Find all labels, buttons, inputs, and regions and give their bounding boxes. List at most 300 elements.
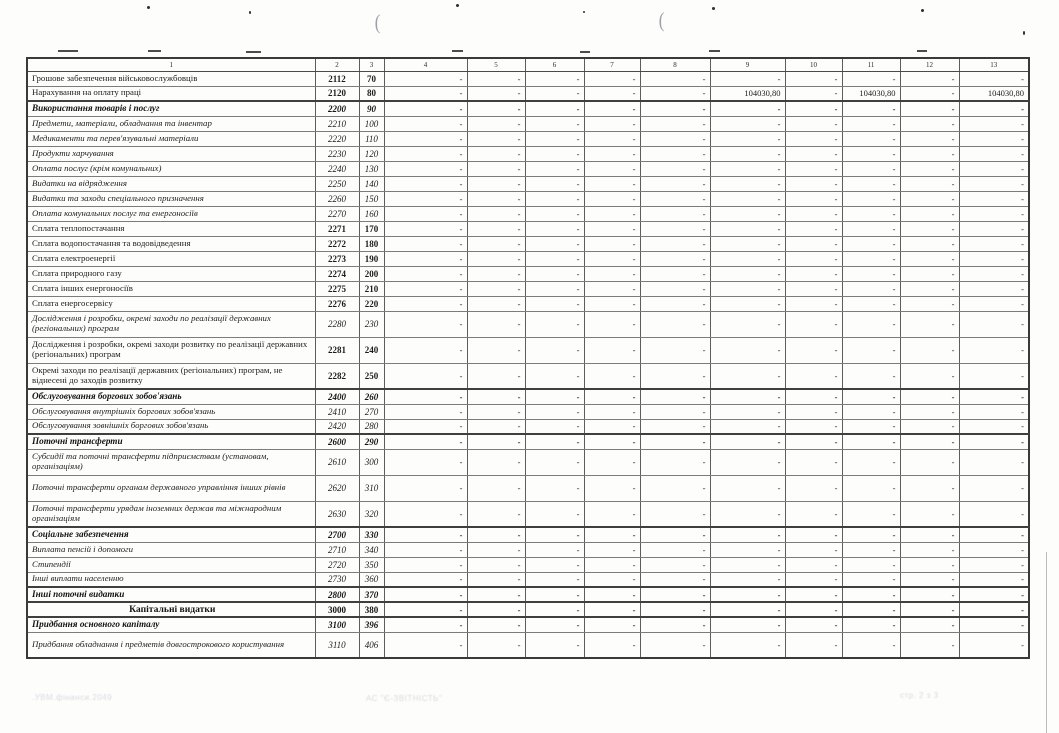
value-cell-col8: - (640, 101, 710, 116)
value-cell-col12: - (900, 311, 959, 337)
value-cell-col8: - (640, 176, 710, 191)
value-cell-col7: - (584, 632, 640, 658)
value-cell-col10: - (785, 587, 842, 602)
value-cell-col7: - (584, 101, 640, 116)
value-cell-col5: - (467, 572, 525, 587)
expense-name-cell: Виплата пенсій і допомоги (27, 542, 315, 557)
kekv-code-cell: 3100 (315, 617, 359, 632)
value-cell-col4: - (384, 632, 467, 658)
scan-speck (921, 9, 924, 12)
value-cell-col11: - (842, 311, 900, 337)
value-cell-col4: - (384, 363, 467, 389)
column-number-cell: 3 (359, 58, 384, 71)
value-cell-col8: - (640, 266, 710, 281)
value-cell-col10: - (785, 389, 842, 404)
value-cell-col5: - (467, 131, 525, 146)
value-cell-col4: - (384, 71, 467, 86)
line-number-cell: 380 (359, 602, 384, 617)
value-cell-col5: - (467, 266, 525, 281)
value-cell-col9: 104030,80 (710, 86, 785, 101)
table-row-2700 (27, 527, 1029, 542)
value-cell-col9: - (710, 419, 785, 434)
scan-artifact-tick (452, 50, 463, 52)
value-cell-col6: - (525, 281, 584, 296)
value-cell-col11: - (842, 542, 900, 557)
value-cell-col11: - (842, 449, 900, 475)
value-cell-col4: - (384, 221, 467, 236)
value-cell-col7: - (584, 206, 640, 221)
value-cell-col13: - (959, 501, 1029, 527)
value-cell-col10: - (785, 449, 842, 475)
value-cell-col7: - (584, 434, 640, 449)
line-number-cell: 100 (359, 116, 384, 131)
value-cell-col8: - (640, 86, 710, 101)
value-cell-col4: - (384, 527, 467, 542)
value-cell-col7: - (584, 572, 640, 587)
scan-speck (583, 11, 585, 13)
value-cell-col7: - (584, 501, 640, 527)
scan-artifact-paren: ( (658, 8, 665, 32)
value-cell-col11: - (842, 161, 900, 176)
value-cell-col11: - (842, 587, 900, 602)
kekv-code-cell: 2700 (315, 527, 359, 542)
value-cell-col11: - (842, 602, 900, 617)
expense-name-cell: Придбання основного капіталу (27, 617, 315, 632)
value-cell-col5: - (467, 311, 525, 337)
value-cell-col9: - (710, 176, 785, 191)
table-row-2420 (27, 419, 1029, 434)
value-cell-col7: - (584, 296, 640, 311)
value-cell-col11: - (842, 501, 900, 527)
value-cell-col4: - (384, 206, 467, 221)
value-cell-col13: - (959, 475, 1029, 501)
value-cell-col8: - (640, 251, 710, 266)
value-cell-col10: - (785, 337, 842, 363)
expense-name-cell: Інші поточні видатки (27, 587, 315, 602)
value-cell-col7: - (584, 527, 640, 542)
value-cell-col11: - (842, 191, 900, 206)
expense-name-cell: Поточні трансферти (27, 434, 315, 449)
line-number-cell: 200 (359, 266, 384, 281)
value-cell-col11: - (842, 572, 900, 587)
value-cell-col4: - (384, 449, 467, 475)
value-cell-col9: - (710, 602, 785, 617)
value-cell-col4: - (384, 572, 467, 587)
value-cell-col6: - (525, 419, 584, 434)
value-cell-col13: 104030,80 (959, 86, 1029, 101)
value-cell-col7: - (584, 236, 640, 251)
value-cell-col9: - (710, 475, 785, 501)
value-cell-col4: - (384, 131, 467, 146)
expense-name-cell: Видатки на відрядження (27, 176, 315, 191)
value-cell-col5: - (467, 542, 525, 557)
value-cell-col10: - (785, 221, 842, 236)
value-cell-col8: - (640, 419, 710, 434)
value-cell-col10: - (785, 404, 842, 419)
value-cell-col11: - (842, 296, 900, 311)
line-number-cell: 310 (359, 475, 384, 501)
value-cell-col13: - (959, 251, 1029, 266)
value-cell-col11: - (842, 236, 900, 251)
expense-name-cell: Оплата комунальних послуг та енергоносіїв (27, 206, 315, 221)
value-cell-col8: - (640, 296, 710, 311)
expense-name-cell: Нарахування на оплату праці (27, 86, 315, 101)
value-cell-col6: - (525, 542, 584, 557)
value-cell-col6: - (525, 251, 584, 266)
value-cell-col12: - (900, 389, 959, 404)
value-cell-col9: - (710, 542, 785, 557)
value-cell-col5: - (467, 419, 525, 434)
value-cell-col7: - (584, 176, 640, 191)
table-row-2800 (27, 587, 1029, 602)
value-cell-col8: - (640, 501, 710, 527)
value-cell-col12: - (900, 617, 959, 632)
value-cell-col13: - (959, 161, 1029, 176)
table-row-2275 (27, 281, 1029, 296)
value-cell-col4: - (384, 146, 467, 161)
table-row-2271 (27, 221, 1029, 236)
expense-name-cell: Дослідження і розробки, окремі заходи по реалізації державних (регіональних) програм (27, 311, 315, 337)
value-cell-col12: - (900, 191, 959, 206)
value-cell-col7: - (584, 221, 640, 236)
scan-artifact-tick (709, 50, 720, 52)
kekv-code-cell: 2276 (315, 296, 359, 311)
table-row-3100 (27, 617, 1029, 632)
table-row-3000 (27, 602, 1029, 617)
scan-speck (1023, 31, 1025, 35)
value-cell-col13: - (959, 266, 1029, 281)
value-cell-col11: - (842, 176, 900, 191)
value-cell-col10: - (785, 542, 842, 557)
value-cell-col10: - (785, 161, 842, 176)
value-cell-col9: - (710, 146, 785, 161)
value-cell-col10: - (785, 617, 842, 632)
kekv-code-cell: 2400 (315, 389, 359, 404)
value-cell-col8: - (640, 146, 710, 161)
value-cell-col7: - (584, 86, 640, 101)
table-row-2220 (27, 131, 1029, 146)
kekv-code-cell: 2272 (315, 236, 359, 251)
value-cell-col13: - (959, 449, 1029, 475)
column-number-cell: 13 (959, 58, 1029, 71)
value-cell-col11: - (842, 131, 900, 146)
value-cell-col8: - (640, 389, 710, 404)
value-cell-col4: - (384, 236, 467, 251)
kekv-code-cell: 2200 (315, 101, 359, 116)
value-cell-col10: - (785, 101, 842, 116)
value-cell-col8: - (640, 632, 710, 658)
value-cell-col9: - (710, 296, 785, 311)
value-cell-col10: - (785, 572, 842, 587)
value-cell-col9: - (710, 266, 785, 281)
table-row-2280 (27, 311, 1029, 337)
table-row-2274 (27, 266, 1029, 281)
value-cell-col11: - (842, 337, 900, 363)
value-cell-col4: - (384, 587, 467, 602)
value-cell-col13: - (959, 419, 1029, 434)
value-cell-col5: - (467, 176, 525, 191)
scan-speck (147, 6, 150, 9)
line-number-cell: 120 (359, 146, 384, 161)
value-cell-col13: - (959, 602, 1029, 617)
expense-name-cell: Поточні трансферти урядам іноземних держав та міжнародним організаціям (27, 501, 315, 527)
value-cell-col9: - (710, 236, 785, 251)
kekv-code-cell: 2120 (315, 86, 359, 101)
line-number-cell: 370 (359, 587, 384, 602)
value-cell-col11: - (842, 251, 900, 266)
value-cell-col10: - (785, 475, 842, 501)
value-cell-col5: - (467, 251, 525, 266)
value-cell-col5: - (467, 602, 525, 617)
value-cell-col9: - (710, 389, 785, 404)
table-row-2230 (27, 146, 1029, 161)
kekv-code-cell: 2274 (315, 266, 359, 281)
table-body (27, 71, 1029, 658)
table-row-2250 (27, 176, 1029, 191)
value-cell-col10: - (785, 206, 842, 221)
value-cell-col7: - (584, 602, 640, 617)
table-row-2600 (27, 434, 1029, 449)
value-cell-col13: - (959, 221, 1029, 236)
kekv-code-cell: 2260 (315, 191, 359, 206)
value-cell-col10: - (785, 501, 842, 527)
expense-name-cell: Придбання обладнання і предметів довгострокового користування (27, 632, 315, 658)
value-cell-col5: - (467, 449, 525, 475)
expense-name-cell: Обслуговування внутрішніх боргових зобов'язань (27, 404, 315, 419)
kekv-code-cell: 2230 (315, 146, 359, 161)
value-cell-col5: - (467, 236, 525, 251)
value-cell-col4: - (384, 557, 467, 572)
value-cell-col8: - (640, 434, 710, 449)
value-cell-col6: - (525, 632, 584, 658)
value-cell-col12: - (900, 146, 959, 161)
value-cell-col12: - (900, 527, 959, 542)
expense-name-cell: Сплата теплопостачання (27, 221, 315, 236)
kekv-code-cell: 2220 (315, 131, 359, 146)
expense-name-cell: Оплата послуг (крім комунальних) (27, 161, 315, 176)
value-cell-col12: - (900, 161, 959, 176)
value-cell-col10: - (785, 281, 842, 296)
kekv-code-cell: 2410 (315, 404, 359, 419)
table-row-2400 (27, 389, 1029, 404)
value-cell-col9: - (710, 311, 785, 337)
value-cell-col11: - (842, 146, 900, 161)
kekv-code-cell: 2420 (315, 419, 359, 434)
table-row-2270 (27, 206, 1029, 221)
scan-speck (249, 11, 251, 14)
line-number-cell: 80 (359, 86, 384, 101)
value-cell-col9: - (710, 206, 785, 221)
line-number-cell: 240 (359, 337, 384, 363)
value-cell-col13: - (959, 116, 1029, 131)
expense-name-cell: Сплата інших енергоносіїв (27, 281, 315, 296)
value-cell-col11: - (842, 632, 900, 658)
table-row-2240 (27, 161, 1029, 176)
value-cell-col9: - (710, 363, 785, 389)
table-row-2210 (27, 116, 1029, 131)
value-cell-col6: - (525, 236, 584, 251)
table-row-2112 (27, 71, 1029, 86)
expense-name-cell: Сплата природного газу (27, 266, 315, 281)
value-cell-col10: - (785, 602, 842, 617)
value-cell-col9: - (710, 572, 785, 587)
kekv-code-cell: 2710 (315, 542, 359, 557)
value-cell-col4: - (384, 602, 467, 617)
expense-name-cell: Сплата енергосервісу (27, 296, 315, 311)
line-number-cell: 340 (359, 542, 384, 557)
line-number-cell: 180 (359, 236, 384, 251)
value-cell-col6: - (525, 602, 584, 617)
value-cell-col8: - (640, 206, 710, 221)
value-cell-col5: - (467, 404, 525, 419)
value-cell-col7: - (584, 363, 640, 389)
value-cell-col6: - (525, 572, 584, 587)
value-cell-col11: - (842, 101, 900, 116)
value-cell-col8: - (640, 557, 710, 572)
line-number-cell: 70 (359, 71, 384, 86)
kekv-code-cell: 2271 (315, 221, 359, 236)
value-cell-col12: - (900, 236, 959, 251)
value-cell-col6: - (525, 296, 584, 311)
value-cell-col6: - (525, 146, 584, 161)
expense-name-cell: Використання товарів і послуг (27, 101, 315, 116)
value-cell-col12: - (900, 572, 959, 587)
value-cell-col4: - (384, 191, 467, 206)
value-cell-col13: - (959, 146, 1029, 161)
line-number-cell: 150 (359, 191, 384, 206)
line-number-cell: 220 (359, 296, 384, 311)
expense-name-cell: Стипендії (27, 557, 315, 572)
value-cell-col6: - (525, 363, 584, 389)
scan-artifact-paren: ( (374, 10, 381, 34)
value-cell-col8: - (640, 475, 710, 501)
line-number-cell: 90 (359, 101, 384, 116)
value-cell-col9: - (710, 449, 785, 475)
value-cell-col10: - (785, 71, 842, 86)
column-number-cell: 2 (315, 58, 359, 71)
column-number-cell: 6 (525, 58, 584, 71)
expense-name-cell: Капітальні видатки (27, 602, 315, 617)
value-cell-col8: - (640, 602, 710, 617)
value-cell-col7: - (584, 311, 640, 337)
value-cell-col8: - (640, 236, 710, 251)
line-number-cell: 160 (359, 206, 384, 221)
scan-artifact-tick (580, 51, 590, 53)
column-number-cell: 12 (900, 58, 959, 71)
line-number-cell: 320 (359, 501, 384, 527)
value-cell-col11: - (842, 404, 900, 419)
value-cell-col7: - (584, 281, 640, 296)
table-row-2276 (27, 296, 1029, 311)
line-number-cell: 230 (359, 311, 384, 337)
value-cell-col4: - (384, 617, 467, 632)
value-cell-col4: - (384, 542, 467, 557)
value-cell-col12: - (900, 281, 959, 296)
value-cell-col11: 104030,80 (842, 86, 900, 101)
value-cell-col12: - (900, 206, 959, 221)
value-cell-col10: - (785, 146, 842, 161)
footer-left-mark: .УВМ.фінанси.2049 (32, 693, 113, 702)
value-cell-col5: - (467, 557, 525, 572)
value-cell-col10: - (785, 116, 842, 131)
column-numbers-row (27, 58, 1029, 71)
line-number-cell: 360 (359, 572, 384, 587)
value-cell-col4: - (384, 176, 467, 191)
value-cell-col13: - (959, 296, 1029, 311)
line-number-cell: 280 (359, 419, 384, 434)
kekv-code-cell: 2210 (315, 116, 359, 131)
value-cell-col10: - (785, 131, 842, 146)
value-cell-col7: - (584, 475, 640, 501)
value-cell-col9: - (710, 191, 785, 206)
value-cell-col4: - (384, 101, 467, 116)
line-number-cell: 300 (359, 449, 384, 475)
value-cell-col12: - (900, 296, 959, 311)
expense-name-cell: Обслуговування боргових зобов'язань (27, 389, 315, 404)
table-row-3110 (27, 632, 1029, 658)
table-row-2730 (27, 572, 1029, 587)
table-header (27, 58, 1029, 71)
value-cell-col10: - (785, 251, 842, 266)
value-cell-col6: - (525, 266, 584, 281)
value-cell-col12: - (900, 404, 959, 419)
value-cell-col6: - (525, 191, 584, 206)
value-cell-col13: - (959, 389, 1029, 404)
kekv-code-cell: 2800 (315, 587, 359, 602)
line-number-cell: 190 (359, 251, 384, 266)
value-cell-col10: - (785, 176, 842, 191)
value-cell-col9: - (710, 71, 785, 86)
value-cell-col5: - (467, 161, 525, 176)
value-cell-col13: - (959, 557, 1029, 572)
value-cell-col10: - (785, 527, 842, 542)
line-number-cell: 250 (359, 363, 384, 389)
value-cell-col13: - (959, 206, 1029, 221)
kekv-code-cell: 2280 (315, 311, 359, 337)
expense-name-cell: Грошове забезпечення військовослужбовців (27, 71, 315, 86)
value-cell-col12: - (900, 363, 959, 389)
value-cell-col9: - (710, 501, 785, 527)
value-cell-col12: - (900, 116, 959, 131)
kekv-code-cell: 2112 (315, 71, 359, 86)
value-cell-col9: - (710, 617, 785, 632)
value-cell-col11: - (842, 389, 900, 404)
value-cell-col7: - (584, 419, 640, 434)
value-cell-col12: - (900, 434, 959, 449)
kekv-code-cell: 2270 (315, 206, 359, 221)
line-number-cell: 210 (359, 281, 384, 296)
budget-expenditure-table (26, 57, 1030, 659)
value-cell-col13: - (959, 617, 1029, 632)
value-cell-col11: - (842, 419, 900, 434)
value-cell-col12: - (900, 587, 959, 602)
value-cell-col5: - (467, 587, 525, 602)
value-cell-col6: - (525, 311, 584, 337)
value-cell-col10: - (785, 557, 842, 572)
value-cell-col11: - (842, 221, 900, 236)
expense-name-cell: Окремі заходи по реалізації державних (регіональних) програм, не віднесені до заходів розвитку (27, 363, 315, 389)
value-cell-col9: - (710, 632, 785, 658)
value-cell-col8: - (640, 71, 710, 86)
kekv-code-cell: 3110 (315, 632, 359, 658)
value-cell-col13: - (959, 236, 1029, 251)
value-cell-col11: - (842, 363, 900, 389)
value-cell-col11: - (842, 206, 900, 221)
value-cell-col11: - (842, 527, 900, 542)
value-cell-col12: - (900, 251, 959, 266)
value-cell-col8: - (640, 449, 710, 475)
value-cell-col9: - (710, 404, 785, 419)
